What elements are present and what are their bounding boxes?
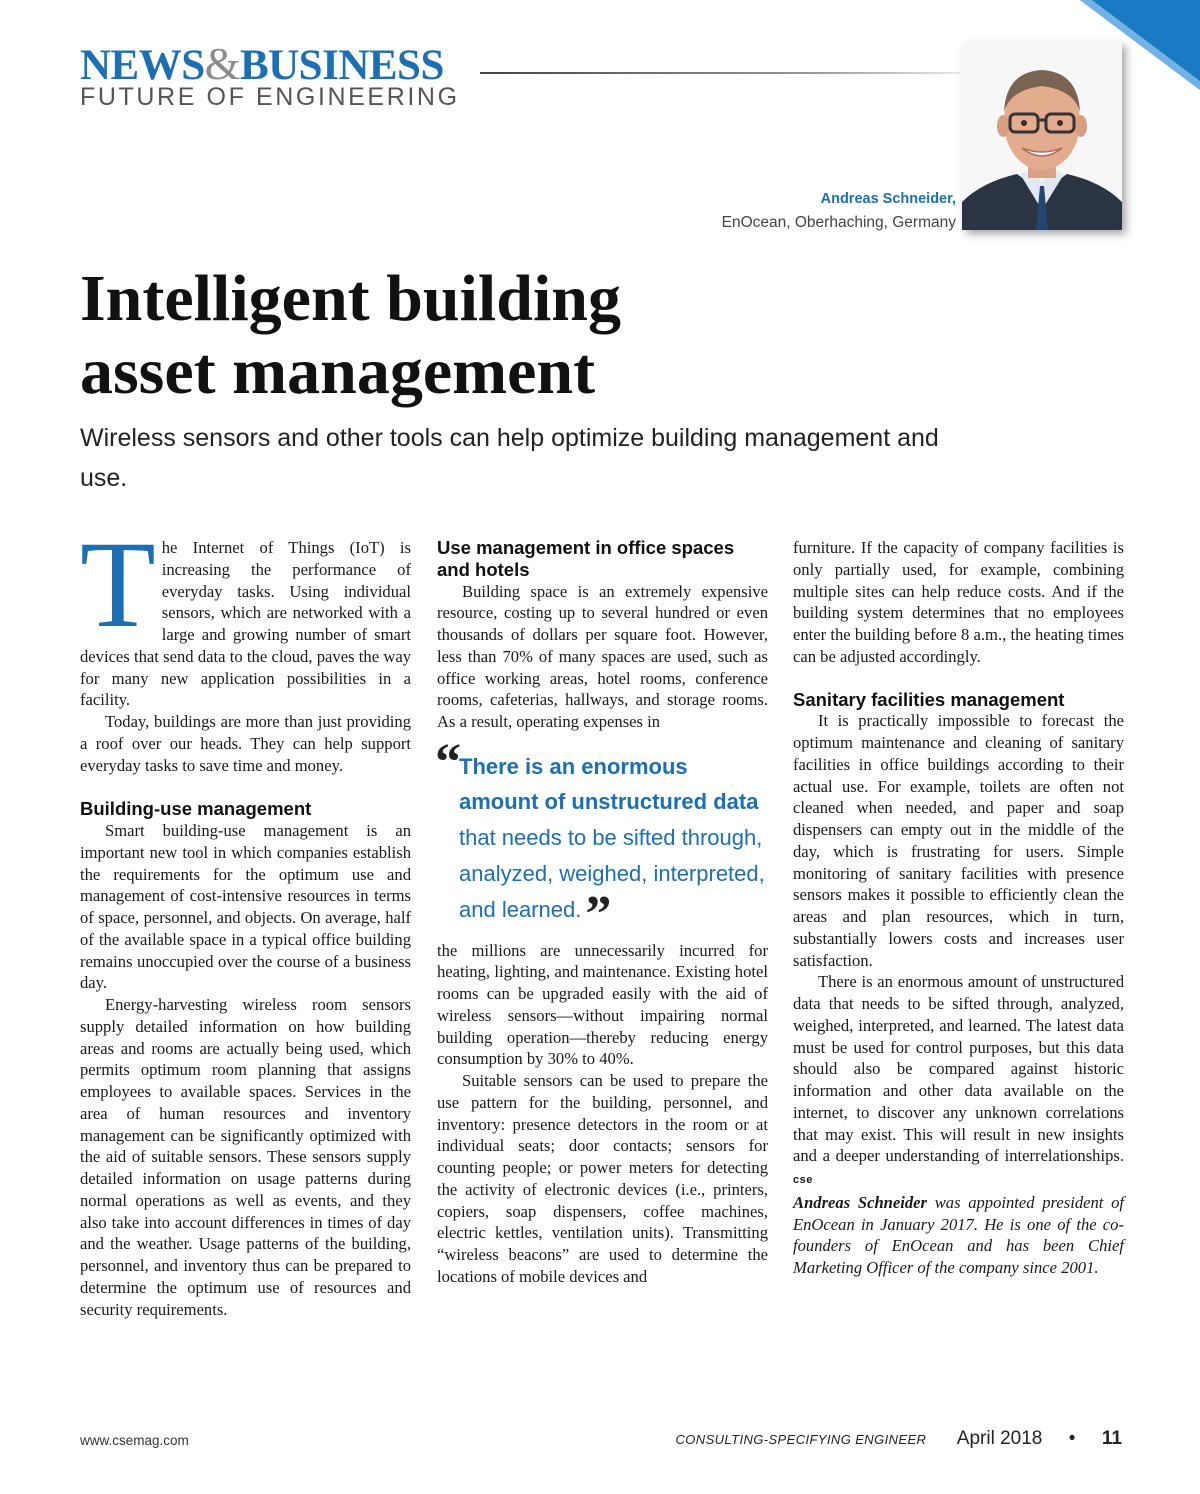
article-deck: Wireless sensors and other tools can help optimize building management and use.: [80, 424, 939, 492]
section-title: [80, 38, 460, 89]
section-heading: Use management in office spaces and hotels: [437, 537, 735, 580]
article-column-2: [437, 537, 768, 1288]
author-name: Andreas Schneider,: [820, 191, 956, 207]
intro-paragraph: [80, 516, 411, 711]
pull-quote-bold-text: There is an enormous amount of unstructured data: [459, 753, 759, 815]
body-paragraph-text: There is an enormous amount of unstructured data that needs to be sifted through, analyzed, weighed, interpreted, and learned. The latest data must be used for control purposes, but this data should also be compared against historic information and other data available on the internet, to discover any unknown correlations that may exist. This will result in new insights and a deeper understanding of interrelationships.: [793, 972, 1124, 1166]
footer-info: [675, 1428, 1122, 1450]
section-heading: Sanitary facilities management: [793, 688, 1065, 710]
article-headline: [80, 262, 960, 408]
masthead: [80, 38, 460, 111]
footer-publication: CONSULTING-SPECIFYING ENGINEER: [675, 1432, 927, 1447]
section-subtitle: FUTURE OF ENGINEERING: [80, 83, 460, 111]
body-paragraph: Today, buildings are more than just providing a roof over our heads. They can help support everyday tasks to save time and money.: [80, 712, 411, 775]
body-paragraph: Building space is an extremely expensive resource, costing up to several hundred or even thousands of dollars per square foot. However, less than 70% of many spaces are used, such as office working areas, hotel rooms, conference rooms, cafeterias, hallways, and storage rooms. As a result, operating expenses in: [437, 581, 768, 731]
footer-website: www.csemag.com: [80, 1433, 189, 1448]
headline-line-2: asset management: [80, 335, 596, 408]
article-column-3: [793, 537, 1124, 1279]
body-paragraph: [793, 971, 1124, 1192]
author-bio-text: was appointed president of EnOcean in January 2017. He is one of the co-founders of EnOcean and has been Chief Marketing Officer of the company since 2001.: [793, 1192, 1124, 1277]
footer-bullet: •: [1068, 1428, 1076, 1449]
body-paragraph: It is practically impossible to forecast the optimum maintenance and cleaning of sanitary facilities in office buildings according to their actual use. For example, toilets are often not cleaned when needed, and paper and soap dispensers can empty out in the middle of the day, which is frustrating for users. Simple monitoring of sanitary facilities with presence sensors makes it possible to efficiently clean the areas and plan resources, which in turn, substantially lowers costs and increases user satisfaction.: [793, 711, 1124, 970]
drop-cap: T: [80, 516, 156, 653]
author-location: EnOcean, Oberhaching, Germany: [721, 214, 956, 231]
author-bio: [793, 1192, 1124, 1279]
body-paragraph: furniture. If the capacity of company facilities is only partially used, for example, combining multiple sites can help reduce costs. And if the building system determines that no employees enter the building before 8 a.m., the heating times can be adjusted accordingly.: [793, 538, 1124, 666]
article-column-1: [80, 516, 411, 1320]
section-title-news: NEWS: [80, 42, 205, 89]
body-paragraph: Suitable sensors can be used to prepare the use pattern for the building, personnel, and inventory: presence detectors in the room or at individual seats; door contacts; sensors for counting people; or power meters for detecting the activity of electronic devices (i.e., printers, copiers, soap dispensers, coffee machines, electric kettles, ventilation units). Transmitting “wireless beacons” are used to determine the locations of mobile devices and: [437, 1071, 768, 1286]
pull-quote: [435, 733, 768, 944]
section-title-ampersand: &: [204, 38, 240, 89]
body-paragraph: Smart building-use management is an important new tool in which companies establish the requirements for the optimum use and management of cost-intensive resources in terms of space, personnel, and objects. On average, half of the available space in a typical office building remains unoccupied over the course of a business day.: [80, 821, 411, 993]
page-number: 11: [1101, 1428, 1122, 1449]
pull-quote-text: that needs to be sifted through, analyzed, weighed, interpreted, and learned.: [459, 824, 765, 923]
body-paragraph: Energy-harvesting wireless room sensors supply detailed information on how building areas and rooms are actually being used, which permits optimum room planning that assigns employees to available spaces. Services in the area of human resources and inventory management can be significantly optimized with the aid of suitable sensors. These sensors supply detailed information on usage patterns during normal operations as well as events, and they also take into account differences in times of day and the weather. Usage patterns of the building, personnel, and inventory thus can be prepared to determine the optimum use of resources and security requirements.: [80, 995, 411, 1319]
end-mark: cse: [793, 1174, 813, 1186]
pull-quote-open-mark: “: [435, 733, 461, 791]
section-heading: Building-use management: [80, 798, 312, 820]
author-bio-name: Andreas Schneider: [793, 1192, 928, 1212]
pull-quote-close-mark: ”: [585, 886, 612, 944]
headline-line-1: Intelligent building: [80, 262, 621, 335]
author-photo: [962, 42, 1122, 230]
masthead-rule: [480, 72, 960, 74]
intro-paragraph-text: he Internet of Things (IoT) is increasing the performance of everyday tasks. Using individual sensors, which are networked with a large and growing number of smart devices that send data to the cloud, paves the way for many new application possibilities in a facility.: [80, 538, 411, 710]
section-title-business: BUSINESS: [239, 42, 444, 89]
body-paragraph: the millions are unnecessarily incurred for heating, lighting, and maintenance. Existing hotel rooms can be upgraded easily with the aid of wireless sensors—without impairing normal building operation—thereby reducing energy consumption by 30% to 40%.: [437, 940, 768, 1069]
footer-date: April 2018: [956, 1428, 1043, 1449]
